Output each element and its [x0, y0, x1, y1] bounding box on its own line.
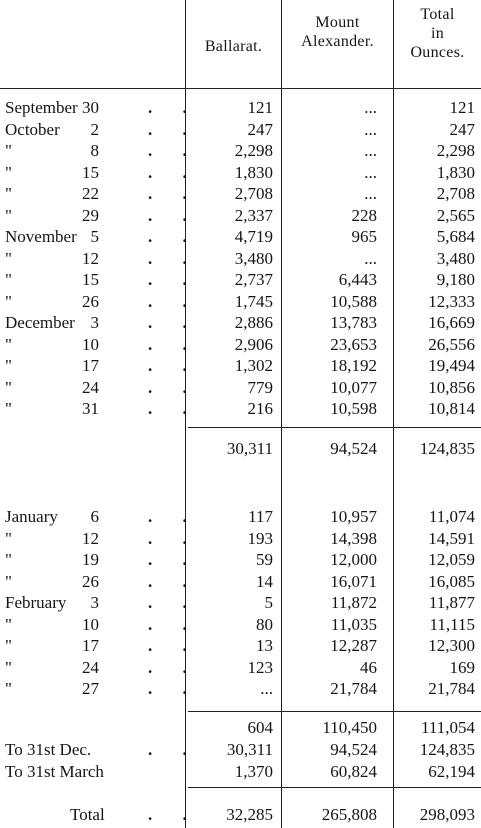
- month-cell: ": [5, 377, 12, 397]
- day-cell: 30: [82, 98, 99, 117]
- leader-dots: . .: [148, 805, 200, 824]
- table-row: [0, 613, 481, 636]
- total-cell: 14,591: [428, 528, 475, 548]
- mount-alexander-cell: 14,398: [330, 528, 377, 548]
- header-mount-line1: Mount: [315, 14, 360, 31]
- table-row: [0, 290, 481, 313]
- day-cell: 10: [82, 334, 99, 354]
- ballarat-cell: 2,906: [234, 334, 273, 354]
- total-cell: 11,074: [428, 507, 475, 526]
- ballarat-cell: 216: [247, 399, 273, 418]
- header-total-line1: Total: [420, 6, 455, 23]
- header-mount-line2: Alexander.: [301, 33, 374, 50]
- total-cell: 169: [449, 657, 475, 677]
- mount-alexander-cell: 12,287: [330, 636, 377, 655]
- day-cell: 27: [82, 679, 99, 698]
- ballarat-cell: ...: [260, 679, 273, 698]
- day-cell: 17: [82, 636, 99, 655]
- ballarat-cell: 59: [256, 550, 273, 569]
- total-cell: 247: [449, 119, 475, 139]
- total-cell: 2,708: [436, 184, 475, 203]
- grand-total-mount: 265,808: [321, 805, 377, 824]
- month-cell: ": [5, 550, 12, 569]
- ballarat-cell: 1,302: [234, 356, 273, 375]
- day-cell: 12: [82, 248, 99, 268]
- table-row: [0, 591, 481, 614]
- mount-alexander-cell: 10,077: [330, 377, 377, 397]
- leader-dots: . .: [148, 571, 200, 591]
- ballarat-cell: 779: [247, 377, 273, 397]
- month-cell: ": [5, 205, 12, 225]
- leader-dots: . .: [148, 291, 200, 311]
- day-cell: 6: [90, 507, 99, 526]
- mount-alexander-cell: 11,872: [330, 593, 377, 612]
- grand-total-rule: [188, 787, 481, 788]
- day-cell: 2: [90, 119, 99, 139]
- month-cell: ": [5, 657, 12, 677]
- leader-dots: . .: [148, 399, 200, 418]
- ballarat-cell: 5: [264, 593, 273, 612]
- leader-dots: . .: [148, 593, 200, 612]
- month-cell: ": [5, 141, 12, 160]
- table-row: [0, 354, 481, 377]
- total-cell: 12,333: [428, 291, 475, 311]
- leader-dots: . .: [148, 356, 200, 375]
- summary-label: To 31st March: [5, 762, 104, 781]
- total-cell: 10,856: [428, 377, 475, 397]
- mount-alexander-cell: 12,000: [330, 550, 377, 569]
- ballarat-cell: 3,480: [234, 248, 273, 268]
- month-cell: ": [5, 679, 12, 698]
- leader-dots: . .: [148, 248, 200, 268]
- mount-alexander-cell: 46: [360, 657, 377, 677]
- leader-dots: . .: [148, 679, 200, 698]
- mount-alexander-cell: 10,588: [330, 291, 377, 311]
- total-cell: 9,180: [436, 270, 475, 289]
- table-row: [0, 204, 481, 227]
- month-cell: November: [5, 227, 77, 246]
- total-cell: 2,565: [436, 205, 475, 225]
- month-cell: ": [5, 571, 12, 591]
- header-total-line3: Ounces.: [410, 44, 465, 61]
- month-cell: ": [5, 334, 12, 354]
- ballarat-cell: 4,719: [234, 227, 273, 246]
- table-row: [0, 570, 481, 593]
- grand-total-ballarat: 32,285: [226, 805, 273, 824]
- subtotal-1-total: 124,835: [419, 439, 475, 458]
- ballarat-cell: 13: [256, 636, 273, 655]
- table-row: [0, 548, 481, 571]
- subtotal-2-mount: 110,450: [322, 718, 377, 737]
- mount-alexander-cell: ...: [364, 162, 377, 182]
- table-row: [0, 656, 481, 679]
- total-cell: 2,298: [436, 141, 475, 160]
- total-cell: 11,115: [429, 614, 475, 634]
- day-cell: 26: [82, 571, 99, 591]
- month-cell: ": [5, 528, 12, 548]
- total-cell: 12,300: [428, 636, 475, 655]
- mount-alexander-cell: 228: [351, 205, 377, 225]
- ballarat-cell: 2,737: [234, 270, 273, 289]
- total-cell: 3,480: [436, 248, 475, 268]
- leader-dots: . .: [148, 205, 200, 225]
- mount-alexander-cell: ...: [364, 141, 377, 160]
- total-cell: 1,830: [436, 162, 475, 182]
- total-cell: 16,085: [428, 571, 475, 591]
- leader-dots: . .: [148, 377, 200, 397]
- summary-ballarat: 1,370: [234, 762, 273, 781]
- total-cell: 16,669: [428, 313, 475, 332]
- total-cell: 10,814: [428, 399, 475, 418]
- ballarat-cell: 2,298: [234, 141, 273, 160]
- mount-alexander-cell: 21,784: [330, 679, 377, 698]
- month-cell: ": [5, 356, 12, 375]
- subtotal-2-total: 111,054: [421, 718, 475, 737]
- mount-alexander-cell: ...: [364, 248, 377, 268]
- table-row: [0, 118, 481, 141]
- ballarat-cell: 14: [256, 571, 273, 591]
- leader-dots: . .: [148, 313, 200, 332]
- mount-alexander-cell: 965: [351, 227, 377, 246]
- table-row: [0, 333, 481, 356]
- leader-dots: . .: [148, 270, 200, 289]
- ballarat-cell: 1,830: [234, 162, 273, 182]
- day-cell: 17: [82, 356, 99, 375]
- ballarat-cell: 123: [247, 657, 273, 677]
- mount-alexander-cell: 10,598: [330, 399, 377, 418]
- mount-alexander-cell: 6,443: [338, 270, 377, 289]
- table-row: [0, 376, 481, 399]
- ballarat-cell: 247: [247, 119, 273, 139]
- leader-dots: . .: [148, 141, 200, 160]
- day-cell: 3: [90, 593, 99, 612]
- summary-row: [0, 738, 481, 761]
- ballarat-cell: 80: [256, 614, 273, 634]
- mount-alexander-cell: 16,071: [330, 571, 377, 591]
- day-cell: 8: [90, 141, 99, 160]
- table-row: [0, 527, 481, 550]
- month-cell: February: [5, 593, 67, 612]
- summary-total: 62,194: [428, 762, 475, 781]
- leader-dots: . .: [148, 740, 200, 759]
- day-cell: 3: [90, 313, 99, 332]
- mount-alexander-cell: 23,653: [330, 334, 377, 354]
- day-cell: 24: [82, 657, 99, 677]
- total-cell: 121: [449, 98, 475, 117]
- table-row: [0, 96, 481, 119]
- month-cell: ": [5, 248, 12, 268]
- leader-dots: . .: [148, 334, 200, 354]
- grand-total-total: 298,093: [419, 805, 475, 824]
- leader-dots: . .: [148, 614, 200, 634]
- leader-dots: . .: [148, 162, 200, 182]
- leader-dots: . .: [148, 119, 200, 139]
- month-cell: ": [5, 270, 12, 289]
- mount-alexander-cell: ...: [364, 184, 377, 203]
- leader-dots: . .: [148, 636, 200, 655]
- month-cell: January: [5, 507, 58, 526]
- header-ballarat: Ballarat.: [204, 38, 263, 55]
- leader-dots: . .: [148, 550, 200, 569]
- leader-dots: . .: [148, 528, 200, 548]
- grand-total-label: Total: [70, 805, 105, 824]
- month-cell: September: [5, 98, 78, 117]
- table-row: [0, 311, 481, 334]
- subtotal-2-rule: [188, 711, 481, 712]
- summary-total: 124,835: [419, 740, 475, 759]
- subtotal-2-ballarat: 604: [247, 718, 273, 737]
- header-mount-alexander: [282, 13, 393, 51]
- leader-dots: . .: [148, 227, 200, 246]
- ballarat-cell: 2,337: [234, 205, 273, 225]
- mount-alexander-cell: 18,192: [330, 356, 377, 375]
- subtotal-row-2: [0, 716, 481, 739]
- day-cell: 19: [82, 550, 99, 569]
- subtotal-1-mount: 94,524: [330, 439, 377, 458]
- day-cell: 15: [82, 162, 99, 182]
- table-row: [0, 268, 481, 291]
- table-row: [0, 225, 481, 248]
- leader-dots: . .: [148, 657, 200, 677]
- table-row: [0, 182, 481, 205]
- table-row: [0, 139, 481, 162]
- mount-alexander-cell: ...: [364, 98, 377, 117]
- grand-total-row: [0, 803, 481, 826]
- summary-ballarat: 30,311: [226, 740, 273, 759]
- subtotal-1-ballarat: 30,311: [226, 439, 273, 458]
- day-cell: 12: [82, 528, 99, 548]
- header-rule: [0, 88, 481, 89]
- month-cell: ": [5, 399, 12, 418]
- leader-dots: . .: [148, 507, 200, 526]
- ballarat-cell: 1,745: [234, 291, 273, 311]
- mount-alexander-cell: 13,783: [330, 313, 377, 332]
- subtotal-row-1: [0, 437, 481, 460]
- month-cell: ": [5, 162, 12, 182]
- month-cell: ": [5, 636, 12, 655]
- mount-alexander-cell: 10,957: [330, 507, 377, 526]
- summary-mount: 94,524: [330, 740, 377, 759]
- total-cell: 19,494: [428, 356, 475, 375]
- day-cell: 15: [82, 270, 99, 289]
- total-cell: 11,877: [428, 593, 475, 612]
- summary-mount: 60,824: [330, 762, 377, 781]
- month-cell: December: [5, 313, 75, 332]
- total-cell: 12,059: [428, 550, 475, 569]
- subtotal-1-rule: [188, 427, 481, 428]
- table-row: [0, 397, 481, 420]
- day-cell: 31: [82, 399, 99, 418]
- ballarat-cell: 2,886: [234, 313, 273, 332]
- day-cell: 26: [82, 291, 99, 311]
- table-row: [0, 247, 481, 270]
- day-cell: 29: [82, 205, 99, 225]
- table-row: [0, 634, 481, 657]
- summary-row: [0, 760, 481, 783]
- leader-dots: . .: [148, 98, 200, 117]
- month-cell: ": [5, 614, 12, 634]
- table-row: [0, 677, 481, 700]
- day-cell: 22: [82, 184, 99, 203]
- leader-dots: . .: [148, 184, 200, 203]
- header-total-line2: in: [430, 25, 445, 42]
- ballarat-cell: 2,708: [234, 184, 273, 203]
- month-cell: ": [5, 184, 12, 203]
- total-cell: 21,784: [428, 679, 475, 698]
- table-row: [0, 161, 481, 184]
- day-cell: 10: [82, 614, 99, 634]
- month-cell: ": [5, 291, 12, 311]
- total-cell: 26,556: [428, 334, 475, 354]
- total-cell: 5,684: [436, 227, 475, 246]
- ballarat-cell: 121: [247, 98, 273, 117]
- mount-alexander-cell: ...: [364, 119, 377, 139]
- ballarat-cell: 117: [248, 507, 273, 526]
- table-row: [0, 505, 481, 528]
- day-cell: 24: [82, 377, 99, 397]
- month-cell: October: [5, 119, 60, 139]
- summary-label: To 31st Dec.: [5, 740, 92, 759]
- ballarat-cell: 193: [247, 528, 273, 548]
- mount-alexander-cell: 11,035: [330, 614, 377, 634]
- day-cell: 5: [90, 227, 99, 246]
- header-total-ounces: [394, 5, 481, 62]
